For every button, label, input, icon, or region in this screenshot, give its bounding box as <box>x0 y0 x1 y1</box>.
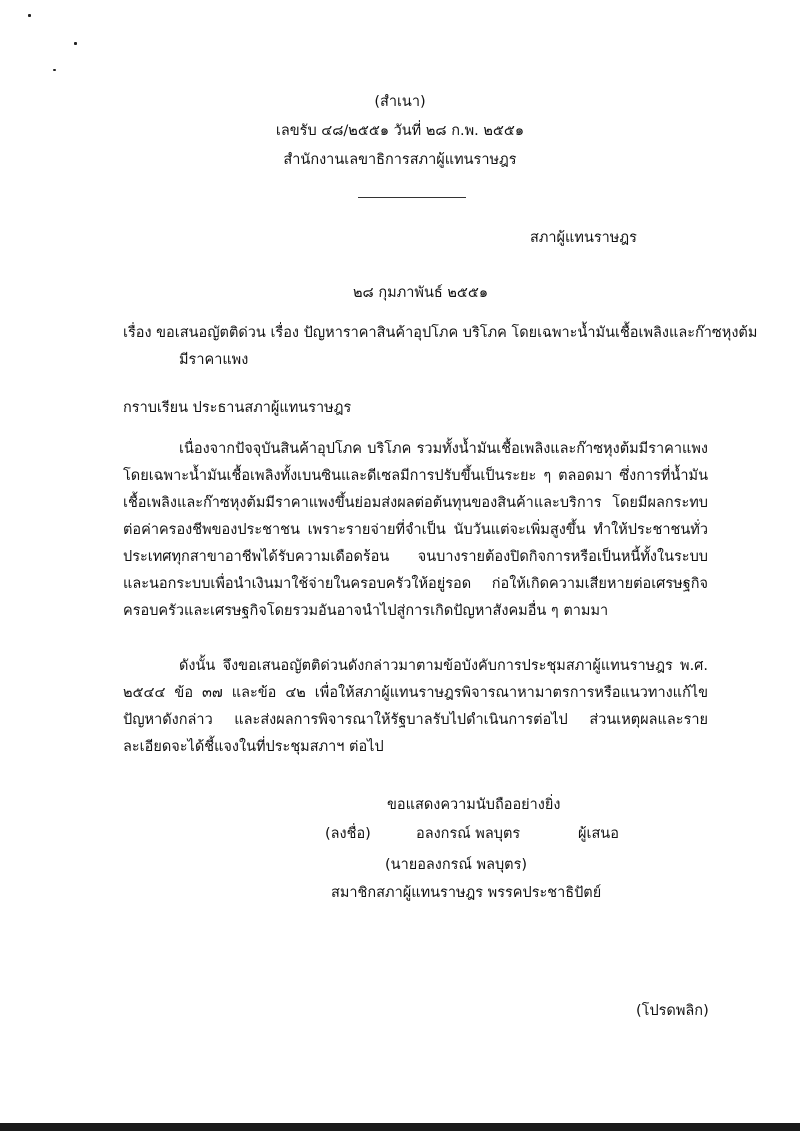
letter-date: ๒๘ กุมภาพันธ์ ๒๕๕๑ <box>353 285 489 301</box>
body-paragraph-2: ดังนั้น จึงขอเสนอญัตติด่วนดังกล่าวมาตามข้อบังคับการประชุมสภาผู้แทนราษฎร พ.ศ. ๒๕๔๔ ข้อ ๓๗ และข้อ ๔๒ เพื่อให้สภาผู้แทนราษฎรพิจารณาหามาตรการหรือแนวทางแก้ไขปัญหาดังกล่าว และส่งผลการพิจารณาให้รัฐบาลรับไปดำเนินการต่อไป ส่วนเหตุผลและรายละเอียดจะได้ชี้แจงในที่ประชุมสภาฯ ต่อไป <box>123 658 708 755</box>
receipt-number: เลขรับ ๔๘/๒๕๕๑ วันที่ ๒๘ ก.พ. ๒๕๕๑ <box>275 123 525 139</box>
turn-page-note: (โปรดพลิก) <box>636 1003 709 1019</box>
body-paragraph-1: เนื่องจากปัจจุบันสินค้าอุปโภค บริโภค รวมทั้งน้ำมันเชื้อเพลิงและก๊าซหุงต้มมีราคาแพง โดยเฉพาะน้ำมันเชื้อเพลิงทั้งเบนซินและดีเซลมีการปรับขึ้นเป็นระยะ ๆ ตลอดมา ซึ่งการที่น้ำมันเชื้อเพลิงและก๊าซหุงต้มมีราคาแพงขึ้นย่อมส่งผลต่อต้นทุนของสินค้าและบริการ โดยมีผลกระทบต่อค่าครองชีพของประชาชน เพราะรายจ่ายที่จำเป็น นับวันแต่จะเพิ่มสูงขึ้น ทำให้ประชาชนทั่วประเทศทุกสาขาอาชีพได้รับความเดือดร้อน จนบางรายต้องปิดกิจการหรือเป็นหนี้ทั้งในระบบและนอกระบบเพื่อนำเงินมาใช้จ่ายในครอบครัวให้อยู่รอด ก่อให้เกิดความเสียหายต่อเศรษฐกิจครอบครัวและเศรษฐกิจโดยรวมอันอาจนำไปสู่การเกิดปัญหาสังคมอื่น ๆ ตามมา <box>123 441 708 619</box>
receiving-office: สำนักงานเลขาธิการสภาผู้แทนราษฎร <box>283 152 517 168</box>
salutation: กราบเรียน ประธานสภาผู้แทนราษฎร <box>123 400 352 416</box>
scan-bottom-edge <box>0 1123 800 1131</box>
subject-line-continued: มีราคาแพง <box>179 352 249 368</box>
closing-line: ขอแสดงความนับถืออย่างยิ่ง <box>387 797 561 813</box>
scan-speck <box>74 42 77 45</box>
signed-name: อลงกรณ์ พลบุตร <box>416 826 521 842</box>
scan-speck <box>28 14 31 17</box>
signer-role: ผู้เสนอ <box>578 826 619 842</box>
signer-position: สมาชิกสภาผู้แทนราษฎร พรรคประชาธิปัตย์ <box>331 885 602 901</box>
signed-label: (ลงชื่อ) <box>325 826 371 842</box>
sender-name: สภาผู้แทนราษฎร <box>530 230 637 246</box>
copy-mark: (สำเนา) <box>374 94 426 110</box>
subject-line: เรื่อง ขอเสนอญัตติด่วน เรื่อง ปัญหาราคาสินค้าอุปโภค บริโภค โดยเฉพาะน้ำมันเชื้อเพลิงและก๊าซหุงต้ม <box>123 325 758 341</box>
signer-full-name: (นายอลงกรณ์ พลบุตร) <box>385 857 528 873</box>
scan-speck <box>53 69 56 71</box>
header-divider <box>358 197 466 198</box>
